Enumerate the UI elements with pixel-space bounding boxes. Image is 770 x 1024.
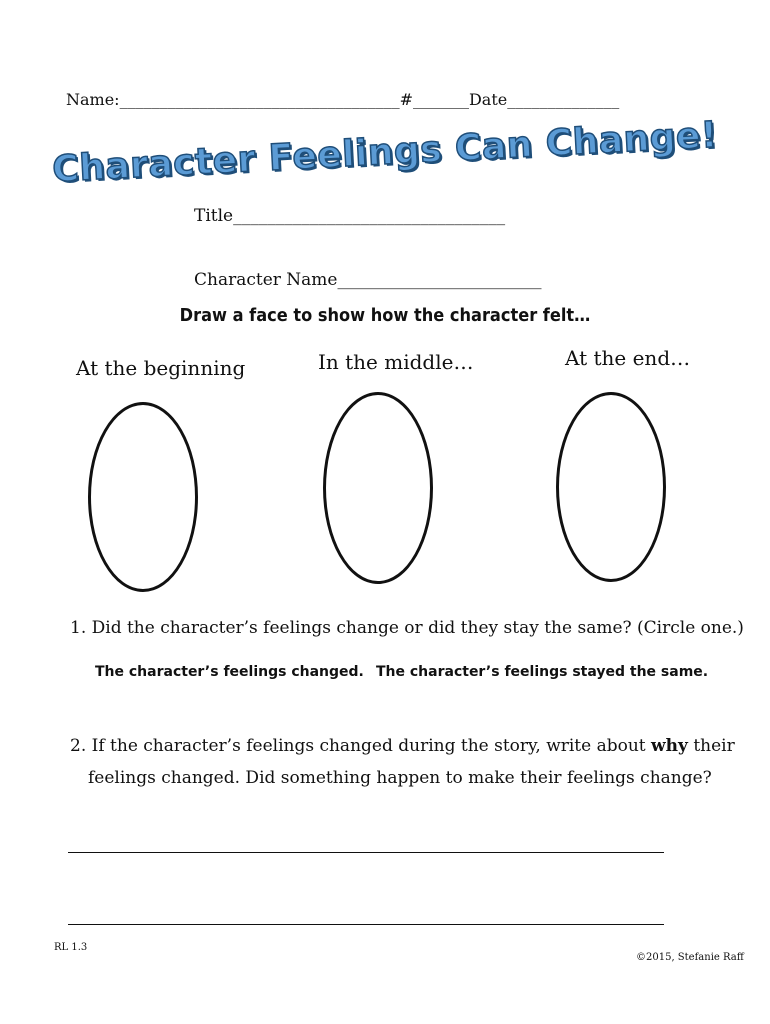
question-2-text-start: 2. If the character’s feelings changed during the story, write about <box>70 736 652 756</box>
copyright-notice: ©2015, Stefanie Raff <box>636 952 744 963</box>
name-number-date-line[interactable]: Name:___________________________________#_______Date______________ <box>66 90 620 109</box>
phase-label-middle: In the middle… <box>318 350 474 374</box>
face-oval-middle[interactable] <box>323 392 433 584</box>
question-2-emphasis: why <box>651 736 688 756</box>
face-oval-beginning[interactable] <box>88 402 198 592</box>
standard-code: RL 1.3 <box>54 942 88 953</box>
phase-label-end: At the end… <box>565 346 691 370</box>
title-field[interactable]: Title________________________________ <box>194 206 506 226</box>
worksheet-title <box>0 114 770 191</box>
question-2-text-end: their <box>687 736 735 756</box>
question-2-line-1 <box>70 736 735 756</box>
answer-line-1[interactable] <box>68 852 664 853</box>
worksheet-title-text: Character Feelings Can Change! <box>51 114 719 191</box>
option-feelings-same[interactable]: The character’s feelings stayed the same. <box>376 664 709 680</box>
answer-line-2[interactable] <box>68 924 664 925</box>
question-1: 1. Did the character’s feelings change or did they stay the same? (Circle one.) <box>70 618 744 638</box>
question-2-line-2: feelings changed. Did something happen to make their feelings change? <box>88 768 712 788</box>
option-feelings-changed[interactable]: The character’s feelings changed. <box>95 664 364 680</box>
draw-face-prompt: Draw a face to show how the character felt… <box>179 305 591 326</box>
phase-label-beginning: At the beginning <box>76 356 246 380</box>
face-oval-end[interactable] <box>556 392 666 582</box>
character-name-field[interactable]: Character Name________________________ <box>194 270 542 290</box>
